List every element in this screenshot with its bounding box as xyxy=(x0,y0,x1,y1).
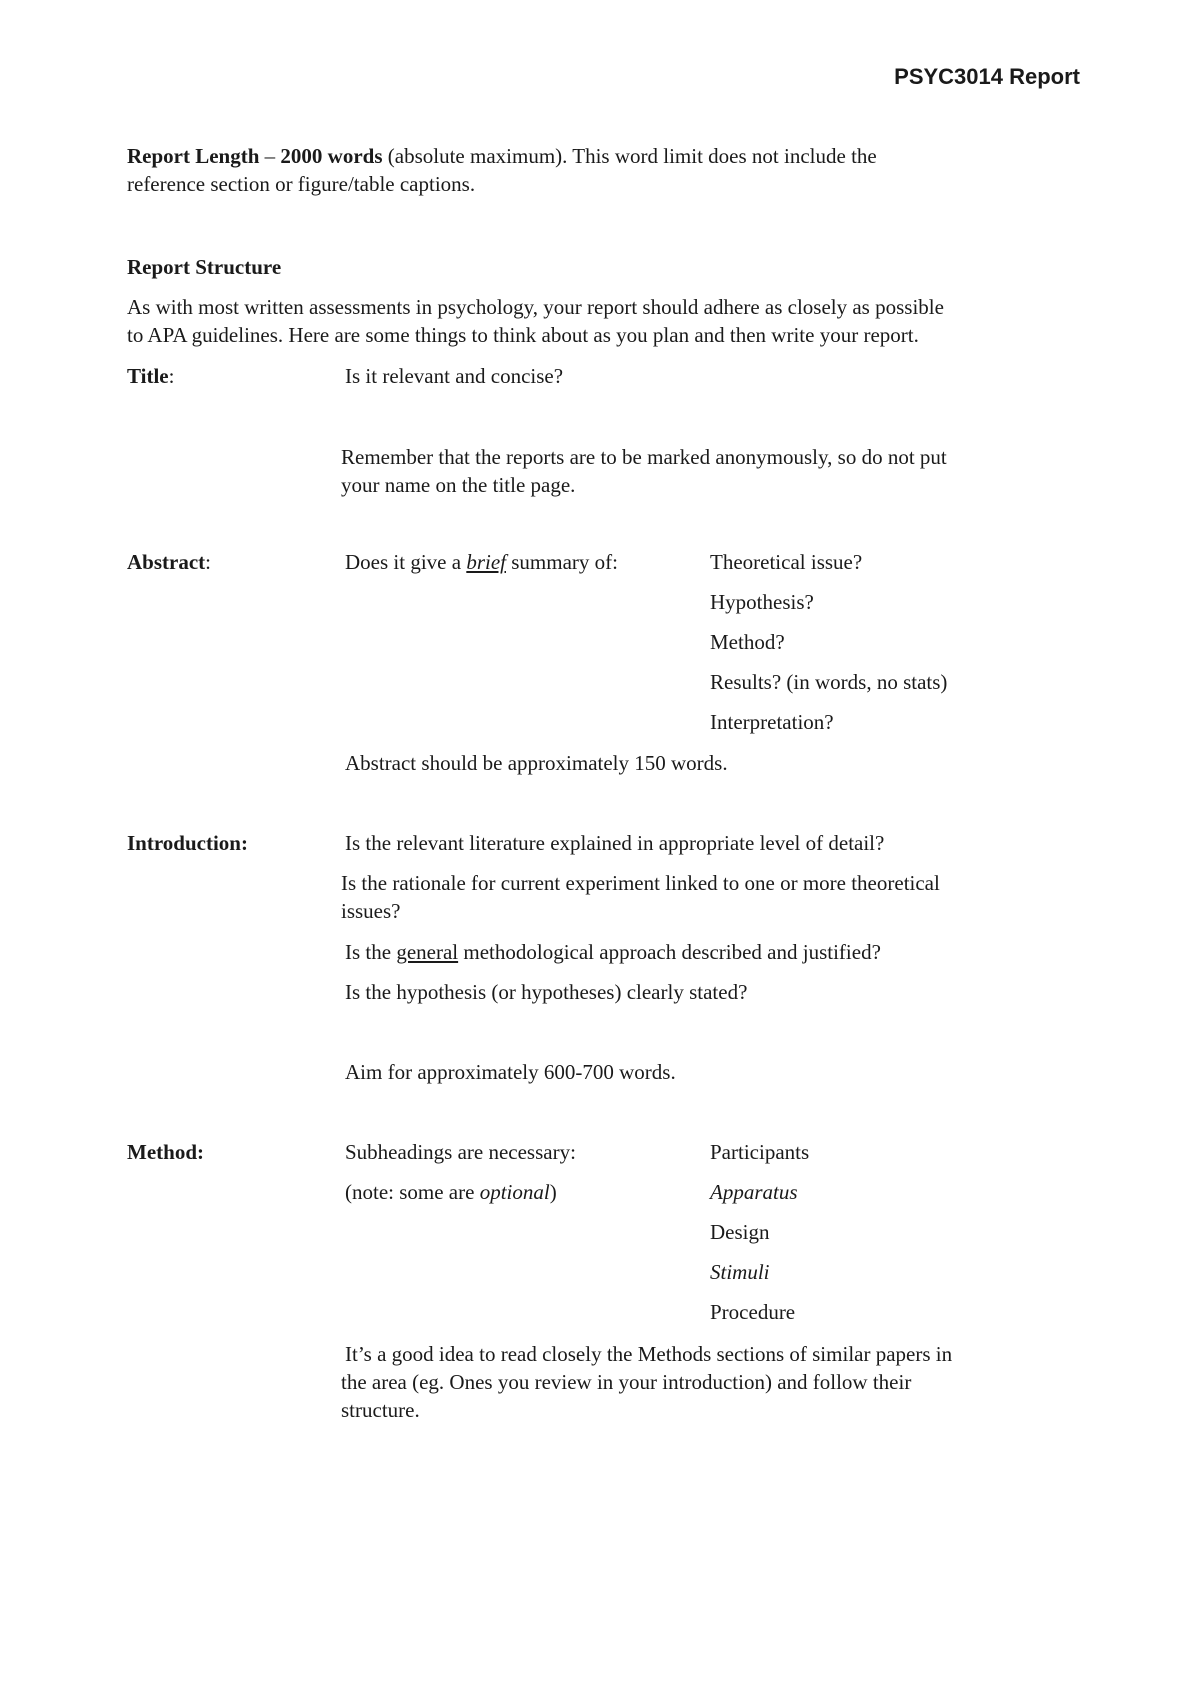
title-question: Is it relevant and concise? xyxy=(345,364,564,388)
method-optional-pre: (note: some are xyxy=(345,1180,480,1204)
report-length-label: Report Length xyxy=(127,144,260,168)
method-item: Apparatus xyxy=(710,1180,798,1204)
introduction-question-3 xyxy=(345,942,881,963)
introduction-question: Is the relevant literature explained in appropriate level of detail? xyxy=(345,831,885,855)
abstract-item: Method? xyxy=(710,630,785,654)
intro-q2-line-2: issues? xyxy=(341,899,401,923)
title-label-colon: : xyxy=(168,364,175,388)
abstract-q-pre: Does it give a xyxy=(345,550,467,574)
abstract-note: Abstract should be approximately 150 words. xyxy=(345,751,728,775)
method-optional-post: ) xyxy=(549,1180,557,1204)
introduction-section-label: Introduction: xyxy=(127,831,248,855)
method-subheadings-note: Subheadings are necessary: xyxy=(345,1140,576,1164)
intro-q2-line-1: Is the rationale for current experiment linked to one or more theoretical xyxy=(341,871,940,895)
method-item: Participants xyxy=(710,1140,810,1164)
structure-intro-line-2: to APA guidelines. Here are some things to think about as you plan and then write your report. xyxy=(127,323,919,347)
abstract-item: Results? (in words, no stats) xyxy=(710,670,948,694)
abstract-label-text: Abstract xyxy=(127,550,206,574)
method-section-label: Method: xyxy=(127,1140,204,1164)
method-item: Procedure xyxy=(710,1300,796,1324)
report-length-rest-1: (absolute maximum). This word limit does not include the xyxy=(382,144,877,168)
introduction-question-4: Is the hypothesis (or hypotheses) clearly stated? xyxy=(345,980,748,1004)
report-length-rest-2: reference section or figure/table captions. xyxy=(127,172,476,196)
abstract-question xyxy=(345,552,618,573)
intro-q3-emphasis: general xyxy=(396,940,459,964)
method-note-line-3: structure. xyxy=(341,1398,420,1422)
report-length-dash: – xyxy=(259,144,281,168)
title-note-line-2: your name on the title page. xyxy=(341,473,576,497)
method-item: Design xyxy=(710,1220,770,1244)
introduction-question-2 xyxy=(341,869,940,925)
abstract-item: Interpretation? xyxy=(710,710,834,734)
report-length-paragraph xyxy=(127,142,877,198)
abstract-item: Theoretical issue? xyxy=(710,550,863,574)
title-section-label xyxy=(127,366,174,387)
intro-q3-post: methodological approach described and justified? xyxy=(458,940,881,964)
abstract-label-colon: : xyxy=(205,550,211,574)
intro-q3-pre: Is the xyxy=(345,940,397,964)
method-note-line-1: It’s a good idea to read closely the Methods sections of similar papers in xyxy=(345,1342,953,1366)
abstract-section-label xyxy=(127,552,211,573)
document-header: PSYC3014 Report xyxy=(894,64,1080,89)
report-structure-intro xyxy=(127,293,944,349)
method-optional-note xyxy=(345,1182,557,1203)
report-structure-heading: Report Structure xyxy=(127,255,282,279)
method-item: Stimuli xyxy=(710,1260,770,1284)
introduction-note: Aim for approximately 600-700 words. xyxy=(345,1060,676,1084)
method-optional-emphasis: optional xyxy=(479,1180,550,1204)
report-length-words: 2000 words xyxy=(280,144,383,168)
method-note-line-2: the area (eg. Ones you review in your introduction) and follow their xyxy=(341,1370,912,1394)
method-note xyxy=(341,1340,952,1424)
abstract-q-emphasis: brief xyxy=(466,550,506,574)
abstract-q-post: summary of: xyxy=(505,550,618,574)
title-note xyxy=(341,443,947,499)
title-note-line-1: Remember that the reports are to be marked anonymously, so do not put xyxy=(341,445,947,469)
abstract-item: Hypothesis? xyxy=(710,590,814,614)
title-label-text: Title xyxy=(127,364,169,388)
structure-intro-line-1: As with most written assessments in psychology, your report should adhere as closely as possible xyxy=(127,295,944,319)
